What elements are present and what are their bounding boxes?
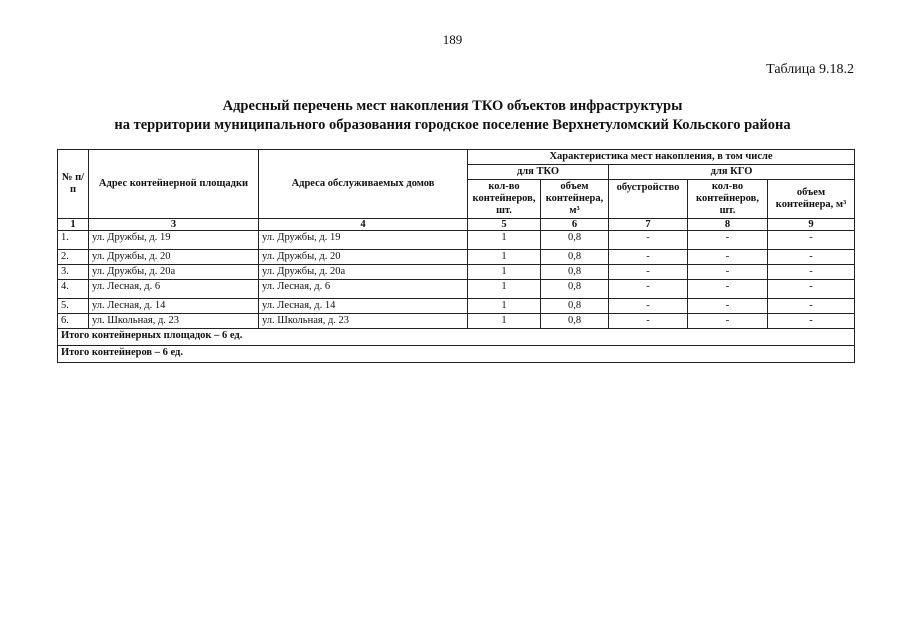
header-characteristics: Характеристика мест накопления, в том числе <box>468 150 855 165</box>
column-number: 6 <box>541 219 609 231</box>
row-equipment: - <box>609 314 688 329</box>
header-tko-volume: объем контейнера, м³ <box>541 180 609 219</box>
row-num: 4. <box>58 280 89 299</box>
row-kgo-volume: - <box>768 299 855 314</box>
row-tko-count: 1 <box>468 299 541 314</box>
row-tko-volume: 0,8 <box>541 265 609 280</box>
table-row <box>58 299 855 314</box>
row-num: 2. <box>58 250 89 265</box>
row-kgo-count: - <box>688 265 768 280</box>
row-served-address: ул. Дружбы, д. 20а <box>259 265 468 280</box>
row-site-address: ул. Школьная, д. 23 <box>89 314 259 329</box>
column-number: 1 <box>58 219 89 231</box>
table-row <box>58 231 855 250</box>
row-tko-count: 1 <box>468 231 541 250</box>
total-containers: Итого контейнеров – 6 ед. <box>58 346 855 363</box>
row-kgo-count: - <box>688 250 768 265</box>
row-kgo-volume: - <box>768 231 855 250</box>
title-line-1: Адресный перечень мест накопления ТКО объектов инфраструктуры <box>222 98 683 114</box>
row-site-address: ул. Лесная, д. 6 <box>89 280 259 299</box>
header-served-addresses: Адреса обслуживаемых домов <box>259 150 468 219</box>
row-site-address: ул. Дружбы, д. 20 <box>89 250 259 265</box>
row-kgo-count: - <box>688 299 768 314</box>
header-kgo-group: для КГО <box>609 165 855 180</box>
row-num: 3. <box>58 265 89 280</box>
column-number: 9 <box>768 219 855 231</box>
total-sites-row <box>58 329 855 346</box>
row-num: 6. <box>58 314 89 329</box>
column-number: 5 <box>468 219 541 231</box>
column-number: 7 <box>609 219 688 231</box>
row-kgo-volume: - <box>768 265 855 280</box>
column-number: 8 <box>688 219 768 231</box>
waste-sites-table <box>57 149 855 363</box>
row-equipment: - <box>609 280 688 299</box>
row-kgo-count: - <box>688 314 768 329</box>
table-row <box>58 280 855 299</box>
header-site-address: Адрес контейнерной площадки <box>89 150 259 219</box>
row-kgo-volume: - <box>768 280 855 299</box>
column-numbers-row <box>58 219 855 231</box>
document-title <box>0 97 905 135</box>
row-tko-volume: 0,8 <box>541 250 609 265</box>
row-kgo-volume: - <box>768 250 855 265</box>
header-tko-count: кол-во контейнеров, шт. <box>468 180 541 219</box>
title-line-2: на территории муниципального образования городское поселение Верхнетуломский Кольского района <box>114 117 791 133</box>
row-served-address: ул. Дружбы, д. 20 <box>259 250 468 265</box>
row-served-address: ул. Школьная, д. 23 <box>259 314 468 329</box>
header-kgo-count: кол-во контейнеров, шт. <box>688 180 768 219</box>
row-num: 1. <box>58 231 89 250</box>
row-tko-volume: 0,8 <box>541 314 609 329</box>
header-tko-group: для ТКО <box>468 165 609 180</box>
row-site-address: ул. Лесная, д. 14 <box>89 299 259 314</box>
row-tko-volume: 0,8 <box>541 280 609 299</box>
row-site-address: ул. Дружбы, д. 19 <box>89 231 259 250</box>
row-kgo-count: - <box>688 280 768 299</box>
total-sites: Итого контейнерных площадок – 6 ед. <box>58 329 855 346</box>
header-num: № п/п <box>58 150 89 219</box>
row-tko-count: 1 <box>468 265 541 280</box>
table-row <box>58 265 855 280</box>
table-row <box>58 314 855 329</box>
column-number: 3 <box>89 219 259 231</box>
row-tko-volume: 0,8 <box>541 299 609 314</box>
row-site-address: ул. Дружбы, д. 20а <box>89 265 259 280</box>
row-tko-count: 1 <box>468 280 541 299</box>
row-num: 5. <box>58 299 89 314</box>
row-equipment: - <box>609 265 688 280</box>
header-kgo-equipment: обустройство <box>609 180 688 219</box>
page-number: 189 <box>442 32 463 47</box>
row-equipment: - <box>609 231 688 250</box>
row-kgo-count: - <box>688 231 768 250</box>
total-containers-row <box>58 346 855 363</box>
row-served-address: ул. Лесная, д. 14 <box>259 299 468 314</box>
table-row <box>58 250 855 265</box>
row-tko-count: 1 <box>468 250 541 265</box>
row-served-address: ул. Лесная, д. 6 <box>259 280 468 299</box>
row-tko-volume: 0,8 <box>541 231 609 250</box>
row-kgo-volume: - <box>768 314 855 329</box>
row-tko-count: 1 <box>468 314 541 329</box>
table-label: Таблица 9.18.2 <box>766 62 854 77</box>
row-equipment: - <box>609 250 688 265</box>
column-number: 4 <box>259 219 468 231</box>
row-served-address: ул. Дружбы, д. 19 <box>259 231 468 250</box>
header-kgo-volume: объем контейнера, м³ <box>768 180 855 219</box>
row-equipment: - <box>609 299 688 314</box>
